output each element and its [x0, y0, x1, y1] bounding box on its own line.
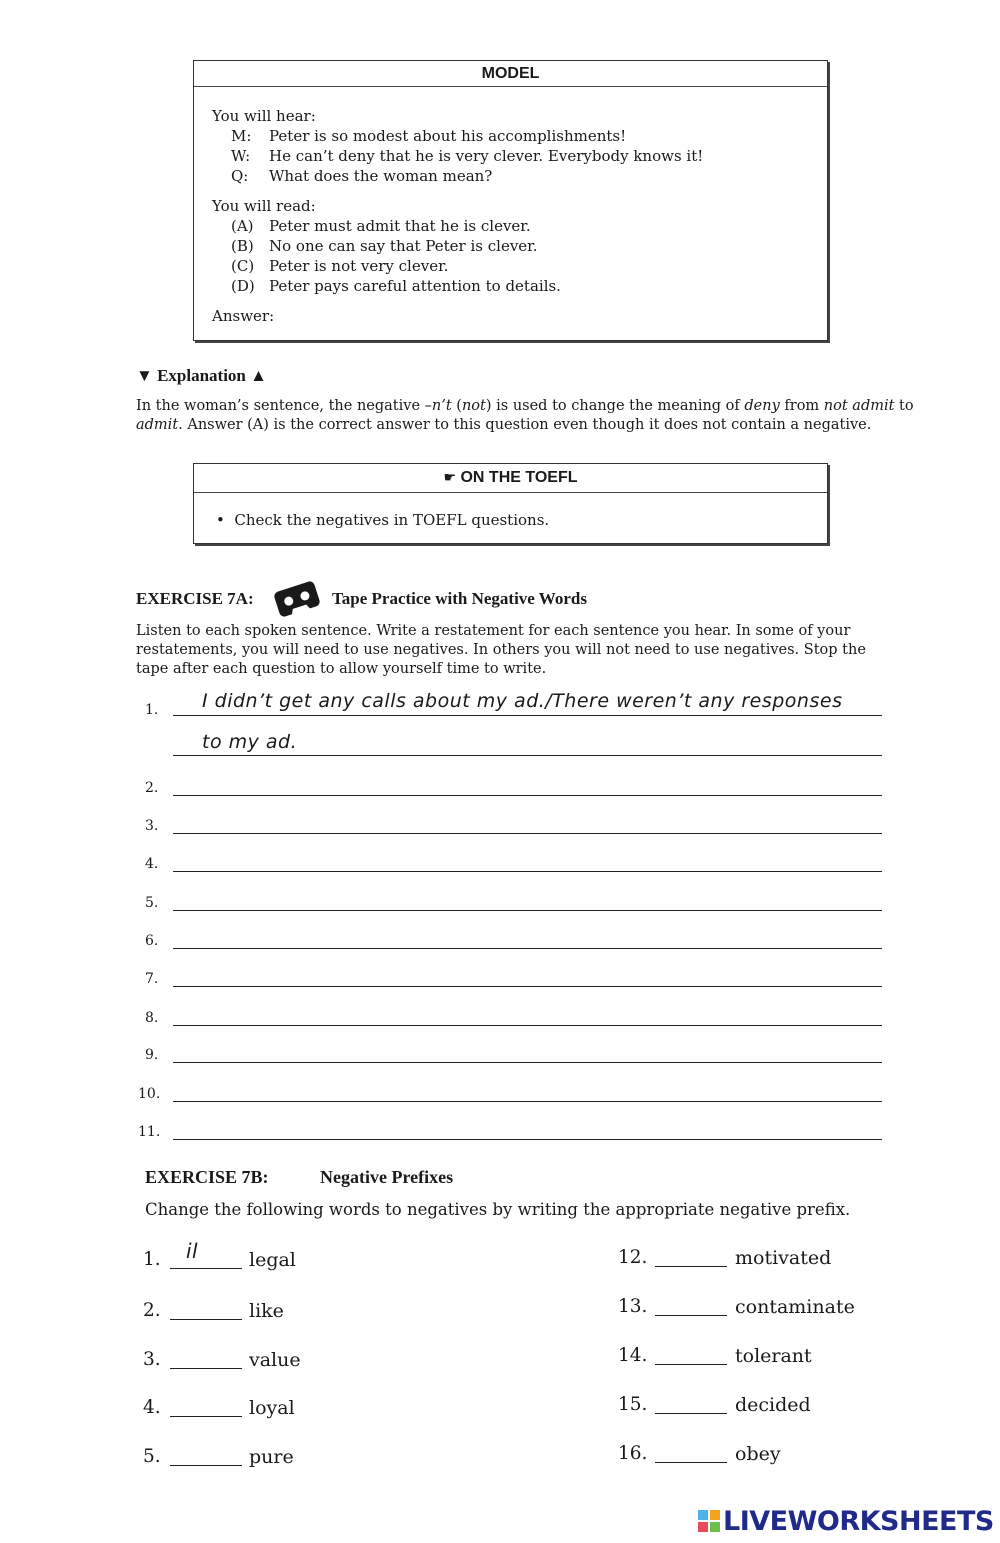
toefl-box [193, 463, 828, 544]
prefix-number: 3. [143, 1349, 161, 1370]
prefix-number: 5. [143, 1446, 161, 1467]
dialogue-line-q: Q: What does the woman mean? [231, 167, 493, 185]
liveworksheets-logo-icon [698, 1510, 720, 1532]
dialogue-line-m: M: Peter is so modest about his accomplishments! [231, 127, 627, 145]
exercise-7b-title: Negative Prefixes [320, 1167, 454, 1187]
prefix-blank[interactable] [655, 1266, 727, 1267]
option-a: (A) Peter must admit that he is clever. [231, 217, 531, 235]
toefl-bullet: • Check the negatives in TOEFL questions. [216, 511, 550, 529]
cassette-tape-icon [273, 580, 321, 618]
prefix-word: decided [735, 1394, 811, 1416]
exercise-7a-label: EXERCISE 7A: [136, 589, 254, 608]
prefix-number: 1. [143, 1249, 161, 1270]
prefix-blank[interactable] [655, 1315, 727, 1316]
prefix-number: 12. [618, 1247, 648, 1268]
prefix-word: contaminate [735, 1296, 855, 1318]
answer-line[interactable] [173, 1139, 882, 1140]
prefix-word: tolerant [735, 1345, 812, 1367]
prefix-word: pure [249, 1446, 294, 1468]
answer-line[interactable] [173, 986, 882, 987]
option-b: (B) No one can say that Peter is clever. [231, 237, 538, 255]
explanation-line-2: admit. Answer (A) is the correct answer to this question even though it does not contain a negative. [136, 417, 872, 433]
exercise-7a-instructions-2: restatements, you will need to use negatives. In others you will not need to use negatives. Stop the [136, 642, 866, 658]
prefix-answer[interactable]: il [186, 1239, 199, 1263]
item-number: 9. [145, 1047, 159, 1063]
prefix-blank[interactable] [170, 1465, 242, 1466]
prefix-blank[interactable] [655, 1413, 727, 1414]
prefix-word: loyal [249, 1397, 295, 1419]
prefix-blank[interactable] [170, 1268, 242, 1269]
item-number: 5. [145, 895, 159, 911]
model-box [193, 60, 828, 341]
prefix-blank[interactable] [170, 1368, 242, 1369]
answer-line[interactable] [173, 948, 882, 949]
answer-1-line-2[interactable]: to my ad. [202, 731, 298, 753]
item-number: 11. [138, 1124, 161, 1140]
prefix-number: 14. [618, 1345, 648, 1366]
answer-line[interactable] [173, 1101, 882, 1102]
prefix-word: value [249, 1349, 301, 1371]
dialogue-line-w: W: He can’t deny that he is very clever. Everybody knows it! [231, 147, 704, 165]
answer-line[interactable] [173, 795, 882, 796]
answer-label: Answer: [212, 307, 275, 325]
prefix-number: 16. [618, 1443, 648, 1464]
explanation-heading: ▼ Explanation ▲ [136, 366, 267, 385]
item-number: 4. [145, 856, 159, 872]
pointing-hand-icon: ☛ [443, 469, 457, 485]
prefix-number: 15. [618, 1394, 648, 1415]
prefix-word: like [249, 1300, 284, 1322]
prefix-blank[interactable] [170, 1416, 242, 1417]
you-will-hear-label: You will hear: [212, 107, 316, 125]
prefix-blank[interactable] [170, 1319, 242, 1320]
exercise-7a-instructions-1: Listen to each spoken sentence. Write a restatement for each sentence you hear. In some of your [136, 623, 851, 639]
item-number: 3. [145, 818, 159, 834]
answer-line[interactable] [173, 755, 882, 756]
item-number: 1. [145, 702, 159, 718]
option-d: (D) Peter pays careful attention to details. [231, 277, 561, 295]
item-number: 8. [145, 1010, 159, 1026]
prefix-number: 4. [143, 1397, 161, 1418]
toefl-title: ON THE TOEFL [460, 469, 578, 486]
item-number: 2. [145, 780, 159, 796]
option-c: (C) Peter is not very clever. [231, 257, 449, 275]
liveworksheets-brand: LIVEWORKSHEETS [723, 1505, 994, 1537]
model-title: MODEL [194, 61, 827, 87]
prefix-number: 13. [618, 1296, 648, 1317]
answer-line[interactable] [173, 715, 882, 716]
explanation-line-1: In the woman’s sentence, the negative –n’t (not) is used to change the meaning of deny from not admit to [136, 398, 914, 414]
answer-line[interactable] [173, 871, 882, 872]
item-number: 7. [145, 971, 159, 987]
exercise-7a-instructions-3: tape after each question to allow yourself time to write. [136, 661, 547, 677]
answer-line[interactable] [173, 1062, 882, 1063]
exercise-7b-label: EXERCISE 7B: [145, 1167, 269, 1187]
prefix-word: motivated [735, 1247, 832, 1269]
you-will-read-label: You will read: [212, 197, 316, 215]
liveworksheets-logo [698, 1506, 994, 1536]
item-number: 10. [138, 1086, 161, 1102]
prefix-word: obey [735, 1443, 781, 1465]
prefix-blank[interactable] [655, 1364, 727, 1365]
exercise-7a-title: Tape Practice with Negative Words [332, 589, 587, 608]
answer-1-line-1[interactable]: I didn’t get any calls about my ad./There weren’t any responses [202, 690, 843, 712]
item-number: 6. [145, 933, 159, 949]
prefix-blank[interactable] [655, 1462, 727, 1463]
answer-line[interactable] [173, 910, 882, 911]
answer-line[interactable] [173, 833, 882, 834]
prefix-number: 2. [143, 1300, 161, 1321]
answer-line[interactable] [173, 1025, 882, 1026]
prefix-word: legal [249, 1249, 296, 1271]
exercise-7b-instructions: Change the following words to negatives by writing the appropriate negative prefix. [145, 1200, 851, 1219]
